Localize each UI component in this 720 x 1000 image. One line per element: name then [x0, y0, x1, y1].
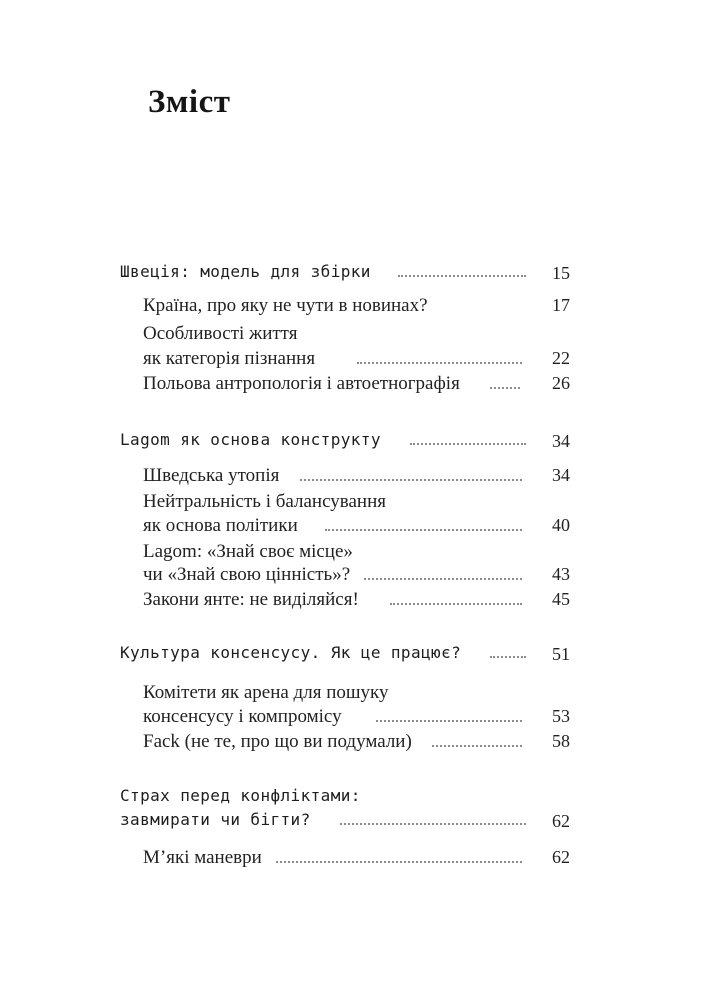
dot-leader: [490, 387, 520, 389]
entry-title-line-1: Комітети як арена для пошуку: [143, 682, 389, 703]
page-number: 53: [552, 706, 570, 726]
page-number: 58: [552, 731, 570, 751]
page-number: 34: [552, 431, 570, 451]
dot-leader: [300, 479, 522, 481]
entry-title-line-2: консенсусу і компромісу: [143, 706, 342, 727]
toc-subentry[interactable]: [0, 846, 720, 876]
section-title-line-2: завмирати чи бігти?: [120, 810, 311, 829]
dot-leader: [410, 443, 526, 445]
page-number: 45: [552, 589, 570, 609]
entry-title: М’які маневри: [143, 847, 262, 868]
entry-title: Fack (не те, про що ви подумали): [143, 731, 412, 752]
entry-title-line-1: Lagom: «Знай своє місце»: [143, 541, 353, 562]
toc-subentry[interactable]: [0, 588, 720, 618]
dot-leader: [390, 603, 522, 605]
entry-title: Країна, про яку не чути в новинах?: [143, 295, 428, 316]
page-title: Зміст: [148, 84, 231, 120]
dot-leader: [357, 362, 522, 364]
section-title: Lagom як основа конструкту: [120, 430, 381, 449]
page-number: 22: [552, 348, 570, 368]
page-number: 34: [552, 465, 570, 485]
toc-subentry[interactable]: [0, 294, 720, 324]
section-title: Культура консенсусу. Як це працює?: [120, 643, 462, 662]
toc-subentry[interactable]: [0, 372, 720, 402]
page-number: 40: [552, 515, 570, 535]
page-number: 62: [552, 811, 570, 831]
dot-leader: [325, 529, 522, 531]
toc-section-entry-continuation[interactable]: [0, 810, 720, 840]
toc-section-entry[interactable]: [0, 643, 720, 673]
page-number: 62: [552, 847, 570, 867]
dot-leader: [276, 861, 522, 863]
dot-leader: [398, 275, 526, 277]
dot-leader: [376, 720, 522, 722]
entry-title: Польова антропологія і автоетнографія: [143, 373, 460, 394]
page-number: 43: [552, 564, 570, 584]
dot-leader: [340, 823, 526, 825]
section-title: Швеція: модель для збірки: [120, 262, 371, 281]
page-number: 26: [552, 373, 570, 393]
dot-leader: [364, 578, 522, 580]
page-number: 15: [552, 263, 570, 283]
entry-title: Закони янте: не виділяйся!: [143, 589, 359, 610]
dot-leader: [432, 745, 522, 747]
page-number: 17: [552, 295, 570, 315]
entry-title-line-2: чи «Знай свою цінність»?: [143, 564, 351, 585]
toc-section-entry[interactable]: [0, 430, 720, 460]
dot-leader: [490, 656, 526, 658]
page-number: 51: [552, 644, 570, 664]
entry-title-line-2: як категорія пізнання: [143, 348, 316, 369]
toc-subentry[interactable]: [0, 730, 720, 760]
entry-title-line-1: Нейтральність і балансування: [143, 491, 386, 512]
toc-section-entry[interactable]: [0, 262, 720, 292]
entry-title-line-1: Особливості життя: [143, 323, 298, 344]
entry-title: Шведська утопія: [143, 465, 280, 486]
section-title-line-1: Страх перед конфліктами:: [120, 786, 361, 805]
entry-title-line-2: як основа політики: [143, 515, 298, 536]
